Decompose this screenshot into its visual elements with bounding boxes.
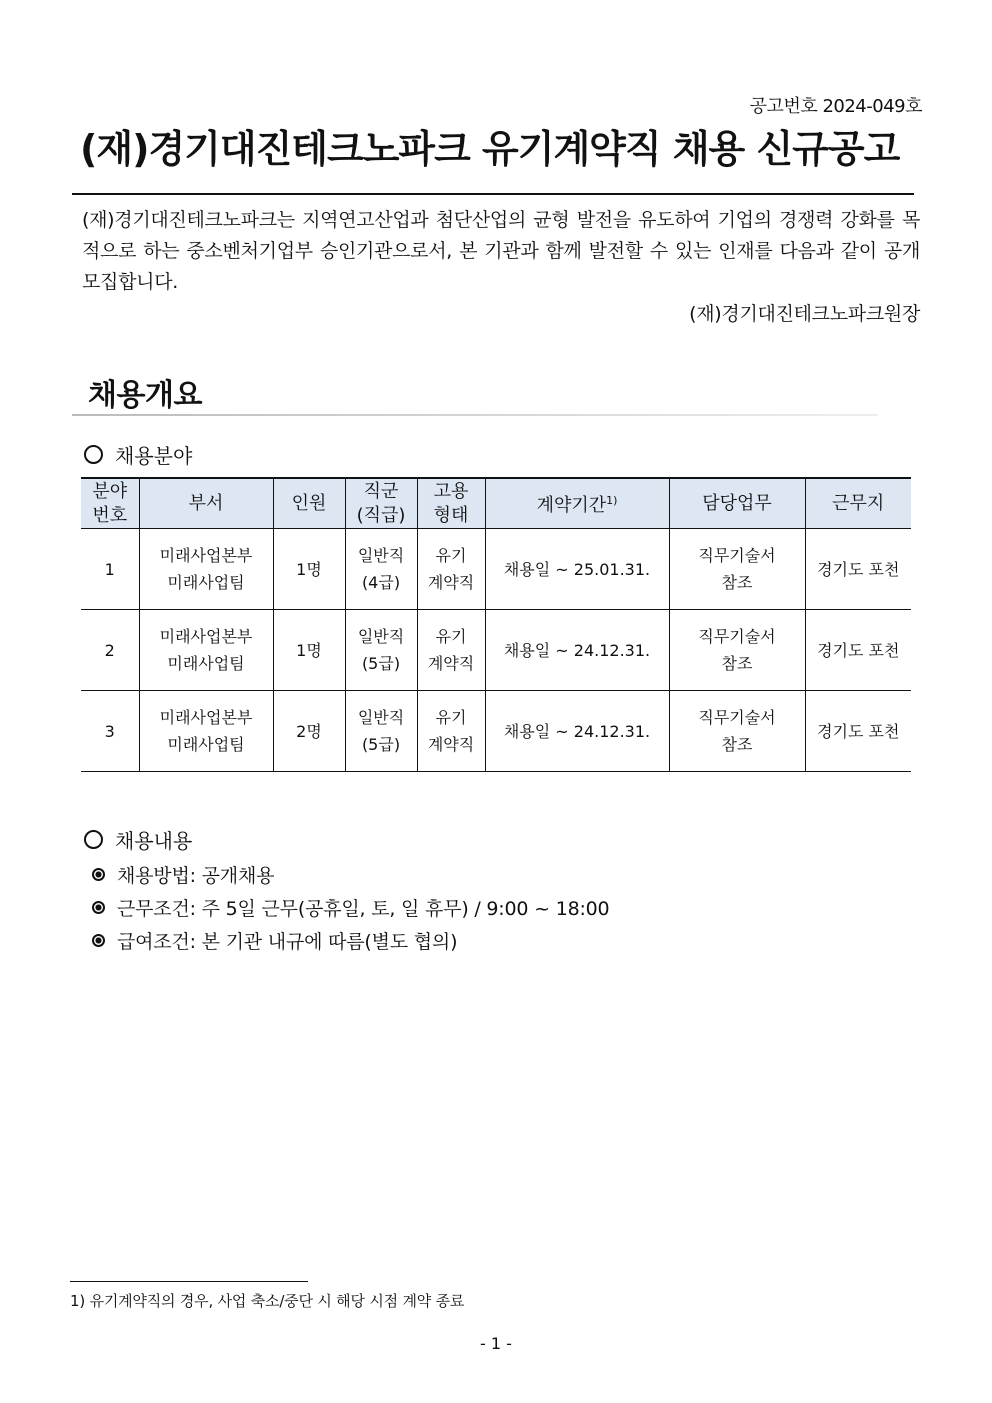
recruit-table [81,477,911,772]
section-title: 채용개요 [88,378,202,413]
header-job: 직군 (직급) [345,478,417,529]
circle-icon [84,445,103,464]
footnote-mark: 1) [606,494,618,507]
cell-type: 유기 계약직 [417,691,485,772]
circle-icon [84,830,103,849]
cell-period: 채용일 ~ 24.12.31. [485,610,669,691]
cell-dept: 미래사업본부 미래사업팀 [139,529,273,610]
cell-no: 1 [81,529,139,610]
cell-dept: 미래사업본부 미래사업팀 [139,691,273,772]
bullet-icon [92,901,105,914]
bullet-icon [92,868,105,881]
footnote-divider [70,1281,308,1282]
cell-place: 경기도 포천 [805,610,911,691]
cell-count: 1명 [273,610,345,691]
cell-job: 일반직 (5급) [345,610,417,691]
intro-paragraph: (재)경기대진테크노파크는 지역연고산업과 첨단산업의 균형 발전을 유도하여 기업의 경쟁력 강화를 목적으로 하는 중소벤처기업부 승인기관으로서, 본 기관과 함께 발전할 수 있는 인재를 다음과 같이 공개 모집합니다. [82,209,920,293]
header-place: 근무지 [805,478,911,529]
notice-number: 공고번호 2024-049호 [749,96,922,117]
cell-count: 1명 [273,529,345,610]
cell-duty: 직무기술서 참조 [669,610,805,691]
field-heading [82,440,192,469]
bullet-icon [92,934,105,947]
cell-period: 채용일 ~ 25.01.31. [485,529,669,610]
header-no: 분야 번호 [81,478,139,529]
cell-duty: 직무기술서 참조 [669,691,805,772]
cell-job: 일반직 (4급) [345,529,417,610]
cell-no: 3 [81,691,139,772]
cell-dept: 미래사업본부 미래사업팀 [139,610,273,691]
table-header-row [81,478,911,529]
cell-duty: 직무기술서 참조 [669,529,805,610]
list-item: 채용방법: 공개채용 [90,858,609,891]
content-heading [82,825,192,854]
cell-type: 유기 계약직 [417,610,485,691]
list-item: 근무조건: 주 5일 근무(공휴일, 토, 일 휴무) / 9:00 ~ 18:00 [90,891,609,924]
cell-period: 채용일 ~ 24.12.31. [485,691,669,772]
header-type: 고용 형태 [417,478,485,529]
signer: (재)경기대진테크노파크원장 [689,303,920,325]
cell-type: 유기 계약직 [417,529,485,610]
cell-place: 경기도 포천 [805,691,911,772]
cell-place: 경기도 포천 [805,529,911,610]
page-title: (재)경기대진테크노파크 유기계약직 채용 신규공고 [80,127,900,171]
content-list [90,858,609,957]
cell-job: 일반직 (5급) [345,691,417,772]
header-count: 인원 [273,478,345,529]
table-row [81,529,911,610]
header-duty: 담당업무 [669,478,805,529]
field-heading-label: 채용분야 [115,444,193,468]
header-period: 계약기간$^{1)}$ [485,478,669,529]
header-dept: 부서 [139,478,273,529]
table-row [81,610,911,691]
footnote: 1) 유기계약직의 경우, 사업 축소/중단 시 해당 시점 계약 종료 [70,1292,465,1310]
page-number: - 1 - [480,1334,512,1353]
section-divider [72,414,878,416]
list-item: 급여조건: 본 기관 내규에 따름(별도 협의) [90,924,609,957]
table-row [81,691,911,772]
cell-count: 2명 [273,691,345,772]
content-heading-label: 채용내용 [115,829,193,853]
cell-no: 2 [81,610,139,691]
title-divider [72,193,914,195]
